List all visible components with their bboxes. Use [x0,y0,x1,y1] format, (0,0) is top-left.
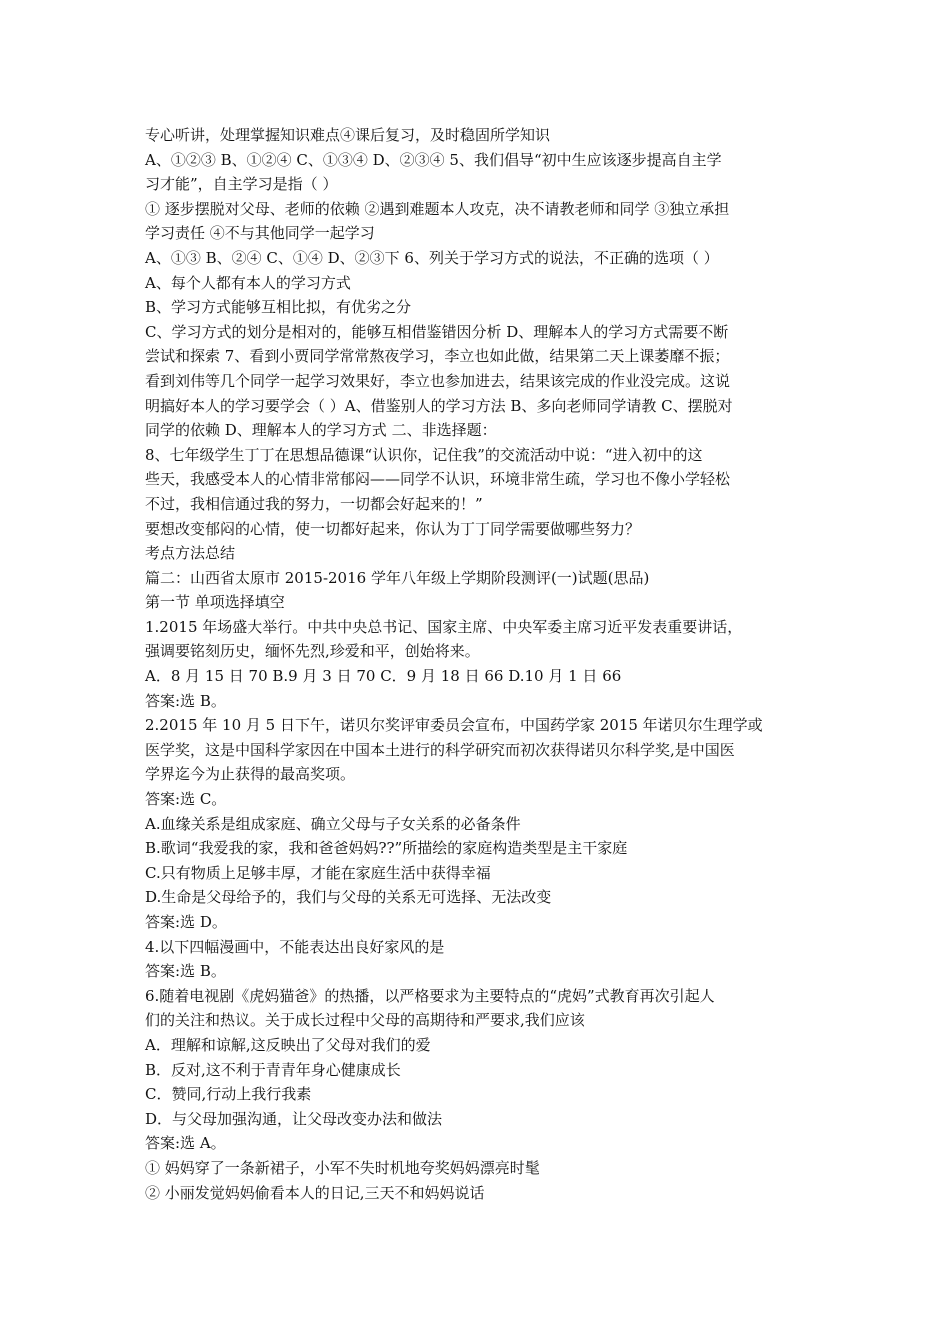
text-line: 们的关注和热议。关于成长过程中父母的高期待和严要求,我们应该 [145,1011,585,1030]
document-body [145,123,813,1205]
text-line: ② 小丽发觉妈妈偷看本人的日记,三天不和妈妈说话 [145,1183,485,1202]
text-line: 习才能”，自主学习是指（ ） [145,175,338,194]
section-heading: 考点方法总结 [145,544,236,563]
text-line: 学习责任 ④不与其他同学一起学习 [145,224,375,243]
text-line: 4.以下四幅漫画中，不能表达出良好家风的是 [145,937,445,956]
text-line: 明搞好本人的学习要学会（ ）A、借鉴别人的学习方法 B、多向老师同学请教 C、摆脱对 [145,396,733,415]
text-line: 专心听讲，处理掌握知识难点④课后复习，及时稳固所学知识 [145,126,551,144]
text-line: A、①②③ B、①②④ C、①③④ D、②③④ 5、我们倡导“初中生应该逐步提高自主学 [145,150,722,169]
text-line: 医学奖，这是中国科学家因在中国本土进行的科学研究而初次获得诺贝尔科学奖,是中国医 [145,740,735,759]
text-line: 6.随着电视剧《虎妈猫爸》的热播，以严格要求为主要特点的“虎妈”式教育再次引起人 [145,986,715,1005]
text-line: 2.2015 年 10 月 5 日下午，诺贝尔奖评审委员会宣布，中国药学家 2015 年诺贝尔生理学或 [145,716,763,735]
article-title: 篇二：山西省太原市 2015-2016 学年八年级上学期阶段测评(一)试题(思品) [145,568,650,587]
text-line: A.血缘关系是组成家庭、确立父母与子女关系的必备条件 [145,814,521,833]
text-line: A、①③ B、②④ C、①④ D、②③下 6、列关于学习方式的说法，不正确的选项（ ） [145,248,719,267]
text-line: A．理解和谅解,这反映出了父母对我们的爱 [145,1035,431,1054]
text-line: B.歌词“我爱我的家，我和爸爸妈妈??”所描绘的家庭构造类型是主干家庭 [145,839,628,858]
text-line: D．与父母加强沟通，让父母改变办法和做法 [145,1109,443,1128]
text-line: 要想改变郁闷的心情，使一切都好起来，你认为丁丁同学需要做哪些努力？ [145,519,641,538]
text-line: 1.2015 年场盛大举行。中共中央总书记、国家主席、中央军委主席习近平发表重要讲话， [145,617,743,636]
answer-line: 答案:选 B。 [145,962,226,981]
answer-line: 答案:选 D。 [145,913,227,931]
text-line: A．8 月 15 日 70 B.9 月 3 日 70 C．9 月 18 日 66 D.10 月 1 日 66 [145,667,622,686]
text-line: ① 逐步摆脱对父母、老师的依赖 ②遇到难题本人攻克，决不请教老师和同学 ③独立承担 [145,199,730,218]
text-line: C、学习方式的划分是相对的，能够互相借鉴错因分析 D、理解本人的学习方式需要不断 [145,322,729,341]
text-line: B、学习方式能够互相比拟，有优劣之分 [145,298,412,317]
text-line: 尝试和探索 7、看到小贾同学常常熬夜学习，李立也如此做，结果第二天上课萎靡不振； [145,347,730,366]
text-line: 不过，我相信通过我的努力，一切都会好起来的！” [145,494,483,513]
section-heading: 第一节 单项选择填空 [145,593,285,612]
text-line: 看到刘伟等几个同学一起学习效果好，李立也参加进去，结果该完成的作业没完成。这说 [145,371,731,390]
text-line: D.生命是父母给予的，我们与父母的关系无可选择、无法改变 [145,888,552,907]
answer-line: 答案:选 B。 [145,691,226,710]
text-line: 同学的依赖 D、理解本人的学习方式 二、非选择题： [145,421,497,440]
answer-line: 答案:选 A。 [145,1134,226,1153]
text-line: C．赞同,行动上我行我素 [145,1085,312,1104]
text-line: 强调要铭刻历史，缅怀先烈,珍爱和平，创始将来。 [145,642,480,661]
text-line: ① 妈妈穿了一条新裙子，小军不失时机地夸奖妈妈漂亮时髦 [145,1158,540,1177]
text-line: B．反对,这不利于青青年身心健康成长 [145,1060,401,1079]
text-line: A、每个人都有本人的学习方式 [145,273,351,292]
text-line: 学界迄今为止获得的最高奖项。 [145,765,356,784]
text-line: 8、七年级学生丁丁在思想品德课“认识你，记住我”的交流活动中说：“进入初中的这 [145,445,703,464]
answer-line: 答案:选 C。 [145,790,227,809]
text-line: C.只有物质上足够丰厚，才能在家庭生活中获得幸福 [145,863,491,882]
text-line: 些天，我感受本人的心情非常郁闷——同学不认识，环境非常生疏，学习也不像小学轻松 [145,470,731,489]
